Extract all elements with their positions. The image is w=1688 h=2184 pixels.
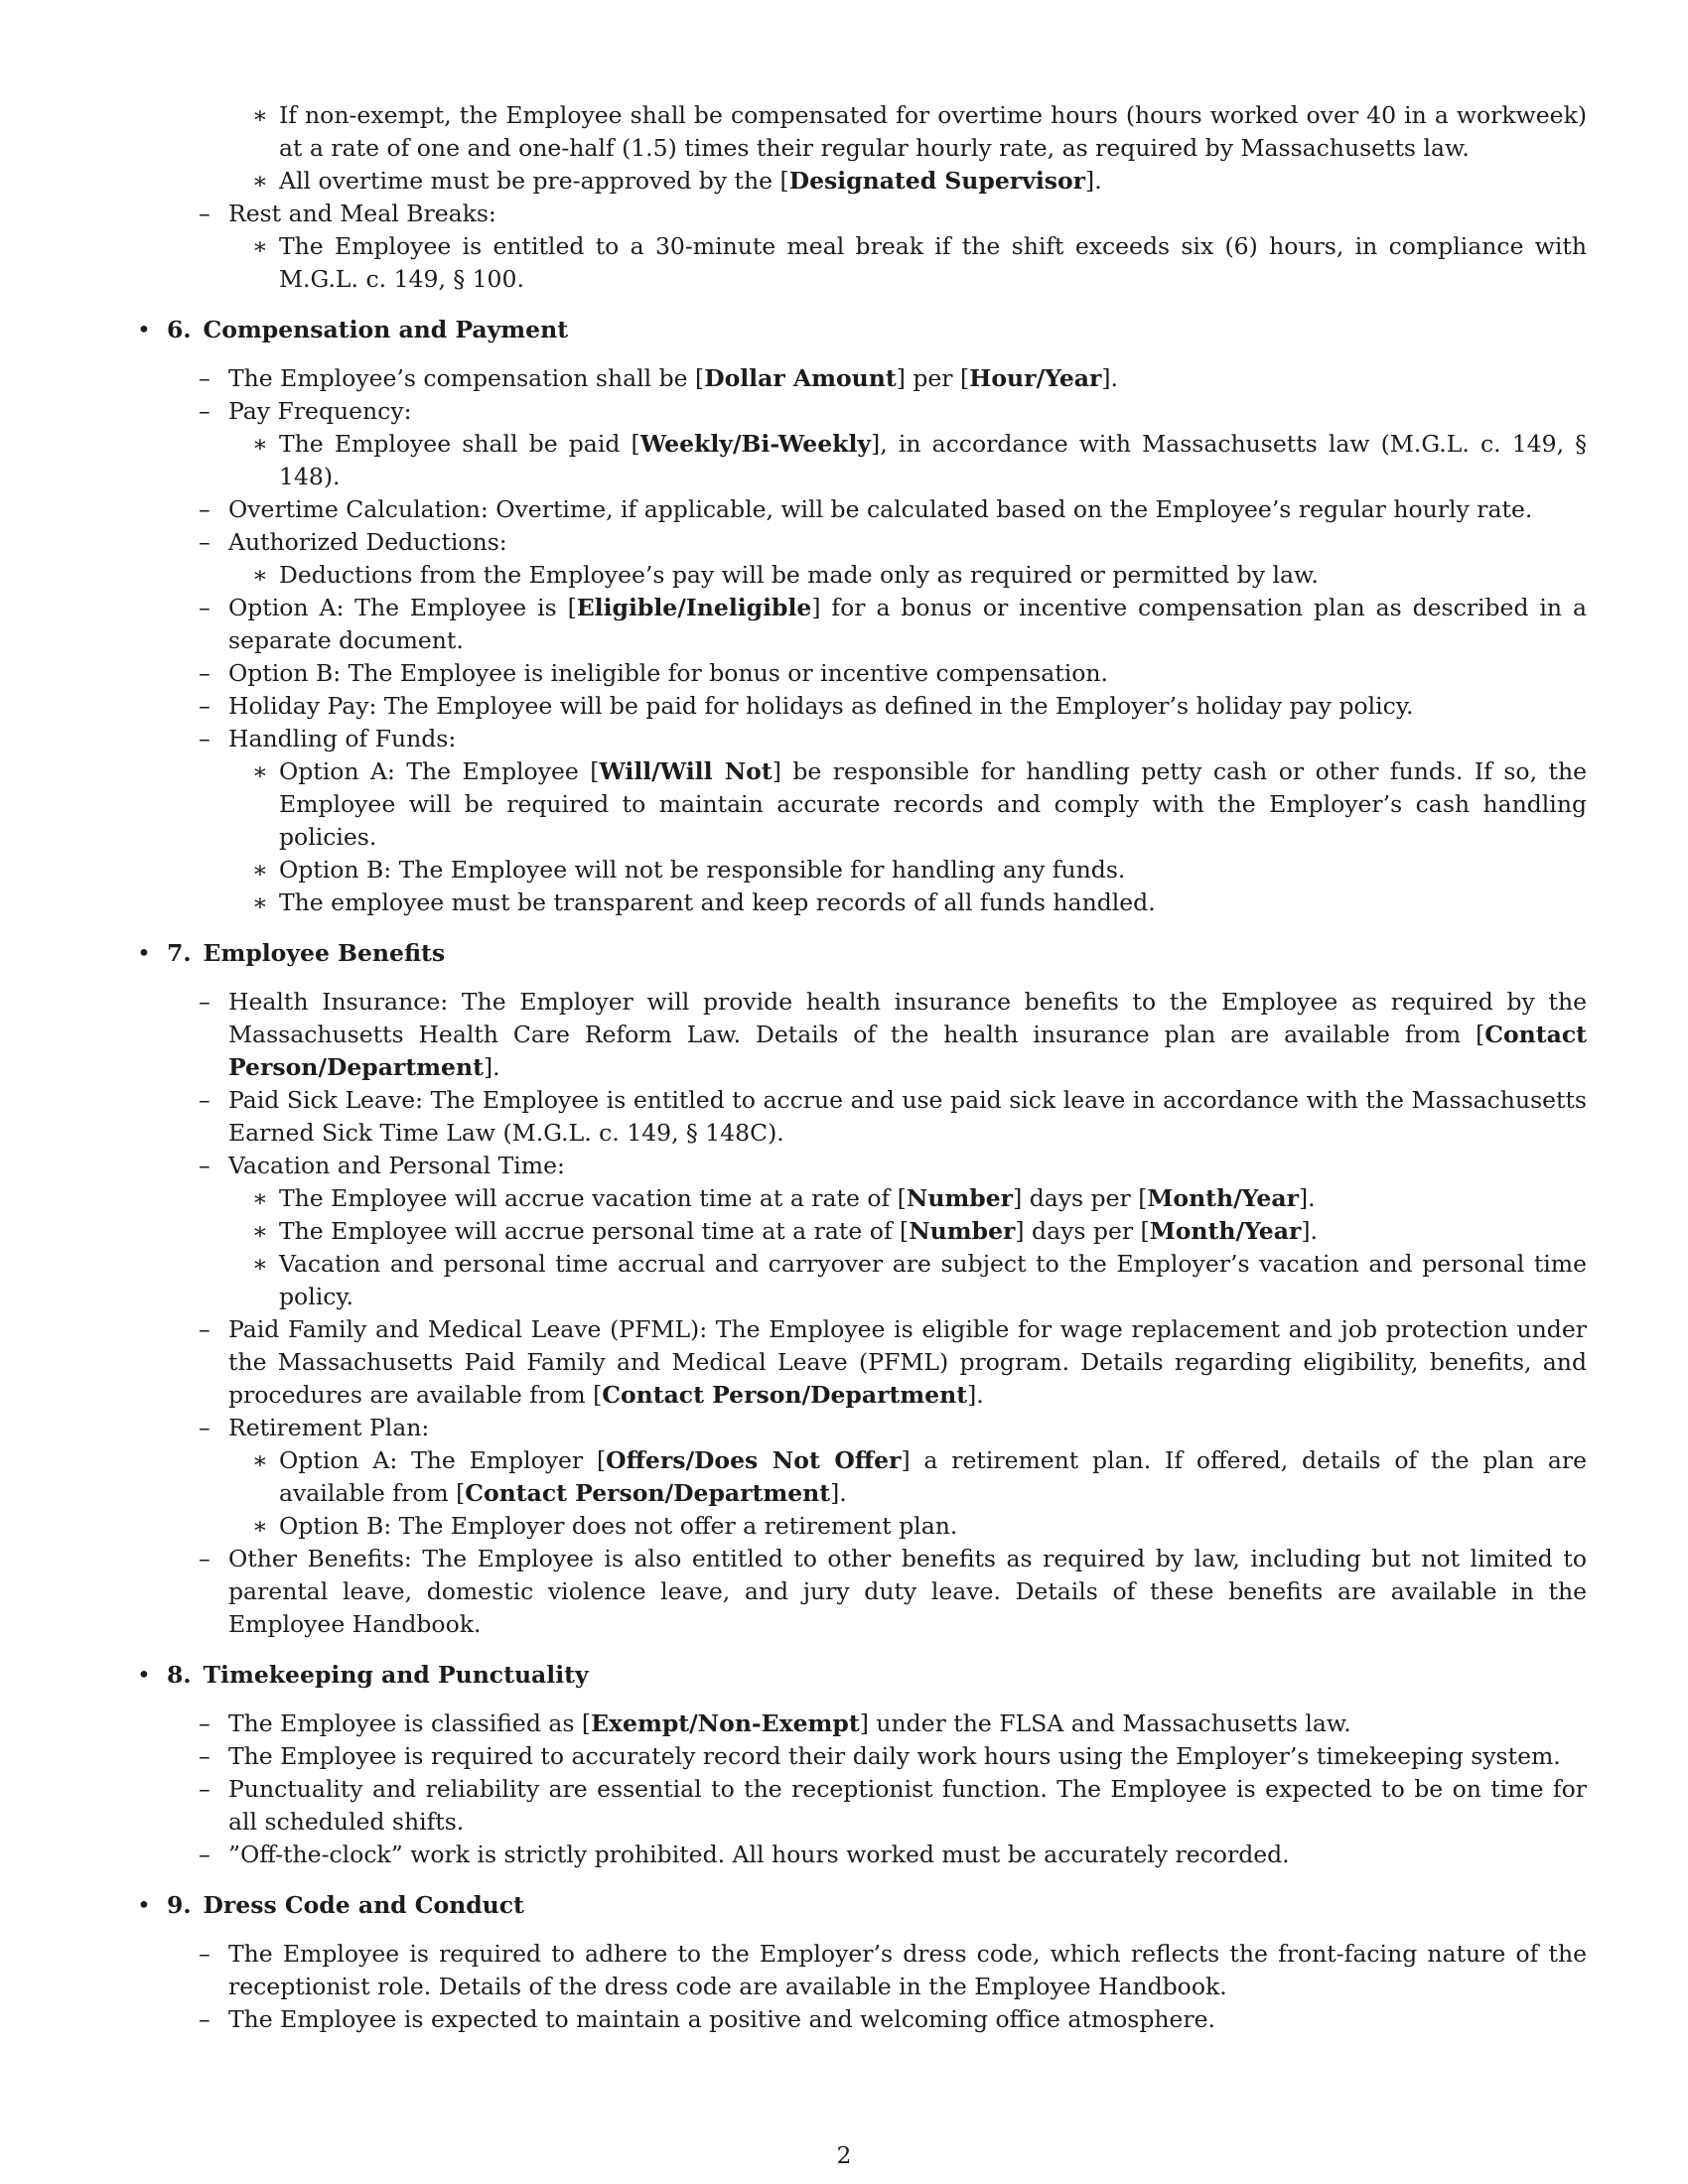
dash-bullet: – xyxy=(199,1315,211,1343)
item-text: Authorized Deductions: xyxy=(228,528,507,556)
placeholder-field: Contact Person/Department xyxy=(602,1381,968,1409)
item-text: Overtime Calculation: Overtime, if applicable, will be calculated based on the Employee’s regular hourly rate. xyxy=(228,495,1533,523)
list-item xyxy=(137,723,1587,755)
sub-list-item xyxy=(137,1182,1587,1215)
item-text: The Employee is required to adhere to the Employer’s dress code, which reflects the front-facing nature of the receptionist role. Details of the dress code are available in the Employee Handbook. xyxy=(228,1940,1587,2000)
sub-list-item xyxy=(137,165,1587,198)
sub-list-item xyxy=(137,755,1587,854)
item-text: Paid Sick Leave: The Employee is entitled to accrue and use paid sick leave in accordance with the Massachusetts Earned Sick Time Law (M.G.L. c. 149, § 148C). xyxy=(228,1086,1587,1147)
dash-bullet: – xyxy=(199,200,211,227)
list-item xyxy=(137,657,1587,690)
item-text: The employee must be transparent and keep records of all funds handled. xyxy=(279,888,1156,916)
list-item xyxy=(137,1150,1587,1182)
section-heading xyxy=(137,937,1587,970)
asterisk-bullet: ∗ xyxy=(252,561,268,589)
placeholder-field: Dollar Amount xyxy=(704,364,897,392)
item-text: Vacation and personal time accrual and carryover are subject to the Employer’s vacation and personal time policy. xyxy=(279,1250,1587,1310)
dash-bullet: – xyxy=(199,1775,211,1803)
item-text: ]. xyxy=(1298,1184,1316,1212)
item-text: ]. xyxy=(830,1479,847,1507)
asterisk-bullet: ∗ xyxy=(252,757,268,785)
list-item xyxy=(137,2003,1587,2036)
list-item xyxy=(137,1740,1587,1773)
bullet-icon: • xyxy=(137,939,151,967)
dash-bullet: – xyxy=(199,1742,211,1770)
placeholder-field: Weekly/Bi-Weekly xyxy=(639,430,872,458)
sub-list-item xyxy=(137,559,1587,592)
item-text: ”Off-the-clock” work is strictly prohibited. All hours worked must be accurately recorded. xyxy=(228,1841,1290,1868)
dash-bullet: – xyxy=(199,1545,211,1572)
asterisk-bullet: ∗ xyxy=(252,1250,268,1278)
item-text: Handling of Funds: xyxy=(228,725,457,752)
dash-bullet: – xyxy=(199,594,211,621)
dash-bullet: – xyxy=(199,1940,211,1968)
asterisk-bullet: ∗ xyxy=(252,101,268,129)
item-text: Vacation and Personal Time: xyxy=(228,1152,565,1179)
dash-bullet: – xyxy=(199,1414,211,1441)
list-item xyxy=(137,1707,1587,1740)
section-number: 7. xyxy=(167,939,192,967)
section-heading xyxy=(137,314,1587,346)
item-text: The Employee’s compensation shall be [ xyxy=(228,364,705,392)
placeholder-field: Exempt/Non-Exempt xyxy=(591,1709,860,1737)
section-6 xyxy=(137,314,1587,919)
item-text: Option A: The Employer [ xyxy=(279,1446,607,1474)
item-text: ], in accordance with Massachusetts law (M.G.L. c. 149, § 148). xyxy=(279,430,1587,490)
item-text: Rest and Meal Breaks: xyxy=(228,200,496,227)
item-text: All overtime must be pre-approved by the [ xyxy=(279,167,789,195)
item-text: Deductions from the Employee’s pay will be made only as required or permitted by law. xyxy=(279,561,1319,589)
section-title: Compensation and Payment xyxy=(203,316,569,343)
section-title: Dress Code and Conduct xyxy=(203,1891,524,1919)
dash-bullet: – xyxy=(199,1086,211,1114)
asterisk-bullet: ∗ xyxy=(252,856,268,884)
placeholder-field: Eligible/Ineligible xyxy=(576,594,812,621)
item-text: Option A: The Employee [ xyxy=(279,757,600,785)
list-item xyxy=(137,1938,1587,2003)
dash-bullet: – xyxy=(199,1841,211,1868)
section-heading xyxy=(137,1659,1587,1692)
sub-list-item xyxy=(137,1215,1587,1248)
asterisk-bullet: ∗ xyxy=(252,1446,268,1474)
asterisk-bullet: ∗ xyxy=(252,430,268,458)
item-text: ] per [ xyxy=(896,364,970,392)
section-7 xyxy=(137,937,1587,1641)
item-text: ] be responsible for handling petty cash or other funds. If so, the Employee will be required to maintain accurate records and comply with the Employer’s cash handling policies. xyxy=(279,757,1587,851)
item-text: Punctuality and reliability are essential to the receptionist function. The Employee is expected to be on time for all scheduled shifts. xyxy=(228,1775,1587,1836)
dash-bullet: – xyxy=(199,659,211,687)
section-number: 8. xyxy=(167,1661,192,1689)
item-text: If non-exempt, the Employee shall be compensated for overtime hours (hours worked over 40 in a workweek) at a rate of one and one-half (1.5) times their regular hourly rate, as required by Massachusetts law. xyxy=(279,101,1587,162)
dash-bullet: – xyxy=(199,2005,211,2033)
sections-list xyxy=(137,314,1587,2036)
list-item xyxy=(137,986,1587,1084)
item-text: The Employee shall be paid [ xyxy=(279,430,640,458)
dash-bullet: – xyxy=(199,397,211,425)
list-item xyxy=(137,1839,1587,1871)
placeholder-field: Designated Supervisor xyxy=(788,167,1086,195)
item-text: Option B: The Employer does not offer a retirement plan. xyxy=(279,1512,958,1540)
dash-bullet: – xyxy=(199,364,211,392)
sub-list-item xyxy=(137,1510,1587,1543)
sub-list-item xyxy=(137,428,1587,493)
section-number: 6. xyxy=(167,316,192,343)
sub-list-item xyxy=(137,99,1587,165)
asterisk-bullet: ∗ xyxy=(252,167,268,195)
dash-bullet: – xyxy=(199,495,211,523)
item-text: Option B: The Employee will not be responsible for handling any funds. xyxy=(279,856,1126,884)
sub-list-item xyxy=(137,854,1587,887)
item-text: Retirement Plan: xyxy=(228,1414,430,1441)
item-text: ]. xyxy=(483,1053,500,1081)
item-text: Option A: The Employee is [ xyxy=(228,594,577,621)
item-text: Holiday Pay: The Employee will be paid for holidays as defined in the Employer’s holiday pay policy. xyxy=(228,692,1414,720)
dash-bullet: – xyxy=(199,725,211,752)
section-title: Timekeeping and Punctuality xyxy=(203,1661,589,1689)
bullet-icon: • xyxy=(137,1661,151,1689)
bullet-icon: • xyxy=(137,316,151,343)
list-item xyxy=(137,690,1587,723)
item-text: ] for a bonus or incentive compensation plan as described in a separate document. xyxy=(228,594,1587,654)
item-text: ] a retirement plan. If offered, details of the plan are available from [ xyxy=(279,1446,1587,1507)
item-text: ]. xyxy=(1301,1217,1318,1245)
list-item xyxy=(137,1543,1587,1641)
sub-list-item xyxy=(137,887,1587,919)
item-text: The Employee will accrue vacation time at a rate of [ xyxy=(279,1184,907,1212)
continued-section-5 xyxy=(137,99,1587,296)
placeholder-field: Number xyxy=(906,1184,1014,1212)
dash-bullet: – xyxy=(199,1709,211,1737)
placeholder-field: Number xyxy=(909,1217,1016,1245)
placeholder-field: Month/Year xyxy=(1147,1184,1299,1212)
item-text: ] days per [ xyxy=(1013,1184,1148,1212)
item-text: ]. xyxy=(1101,364,1119,392)
item-text: ] under the FLSA and Massachusetts law. xyxy=(859,1709,1351,1737)
item-text: The Employee is expected to maintain a positive and welcoming office atmosphere. xyxy=(228,2005,1216,2033)
list-item xyxy=(137,526,1587,559)
asterisk-bullet: ∗ xyxy=(252,1217,268,1245)
item-text: The Employee will accrue personal time at a rate of [ xyxy=(279,1217,910,1245)
dash-bullet: – xyxy=(199,1152,211,1179)
item-text: The Employee is entitled to a 30-minute meal break if the shift exceeds six (6) hours, in compliance with M.G.L. c. 149, § 100. xyxy=(279,232,1587,293)
item-text: Other Benefits: The Employee is also entitled to other benefits as required by law, including but not limited to parental leave, domestic violence leave, and jury duty leave. Details of these benefits are available in the Employee Handbook. xyxy=(228,1545,1587,1638)
asterisk-bullet: ∗ xyxy=(252,232,268,260)
item-text: ]. xyxy=(967,1381,984,1409)
list-item xyxy=(137,198,1587,230)
placeholder-field: Hour/Year xyxy=(969,364,1102,392)
page-number: 2 xyxy=(836,2141,852,2169)
placeholder-field: Contact Person/Department xyxy=(465,1479,831,1507)
dash-bullet: – xyxy=(199,692,211,720)
list-item xyxy=(137,1313,1587,1412)
item-text: Health Insurance: The Employer will provide health insurance benefits to the Employee as required by the Massachusetts Health Care Reform Law. Details of the health insurance plan are available from [ xyxy=(228,988,1587,1048)
asterisk-bullet: ∗ xyxy=(252,888,268,916)
section-8 xyxy=(137,1659,1587,1871)
item-text: Pay Frequency: xyxy=(228,397,412,425)
dash-bullet: – xyxy=(199,528,211,556)
list-item xyxy=(137,592,1587,657)
asterisk-bullet: ∗ xyxy=(252,1184,268,1212)
document-body xyxy=(137,99,1587,2036)
list-item xyxy=(137,1084,1587,1150)
list-item xyxy=(137,395,1587,428)
placeholder-field: Offers/Does Not Offer xyxy=(606,1446,902,1474)
list-item xyxy=(137,362,1587,395)
section-number: 9. xyxy=(167,1891,192,1919)
item-text: Option B: The Employee is ineligible for bonus or incentive compensation. xyxy=(228,659,1109,687)
section-9 xyxy=(137,1889,1587,2036)
item-text: The Employee is classified as [ xyxy=(228,1709,592,1737)
dash-bullet: – xyxy=(199,988,211,1016)
section-title: Employee Benefits xyxy=(203,939,446,967)
sub-list-item xyxy=(137,1444,1587,1510)
item-text: Paid Family and Medical Leave (PFML): The Employee is eligible for wage replacement and job protection under the Massachusetts Paid Family and Medical Leave (PFML) program. Details regarding eligibility, benefits, and procedures are available from [ xyxy=(228,1315,1587,1409)
item-text: ] days per [ xyxy=(1015,1217,1150,1245)
list-item xyxy=(137,1412,1587,1444)
item-text: The Employee is required to accurately record their daily work hours using the Employer’s timekeeping system. xyxy=(228,1742,1561,1770)
section-heading xyxy=(137,1889,1587,1922)
item-text: ]. xyxy=(1085,167,1102,195)
list-item xyxy=(137,493,1587,526)
placeholder-field: Contact Person/Department xyxy=(228,1021,1587,1081)
list-item xyxy=(137,1773,1587,1839)
placeholder-field: Will/Will Not xyxy=(599,757,773,785)
sub-list-item xyxy=(137,230,1587,296)
sub-list-item xyxy=(137,1248,1587,1313)
placeholder-field: Month/Year xyxy=(1149,1217,1302,1245)
bullet-icon: • xyxy=(137,1891,151,1919)
asterisk-bullet: ∗ xyxy=(252,1512,268,1540)
